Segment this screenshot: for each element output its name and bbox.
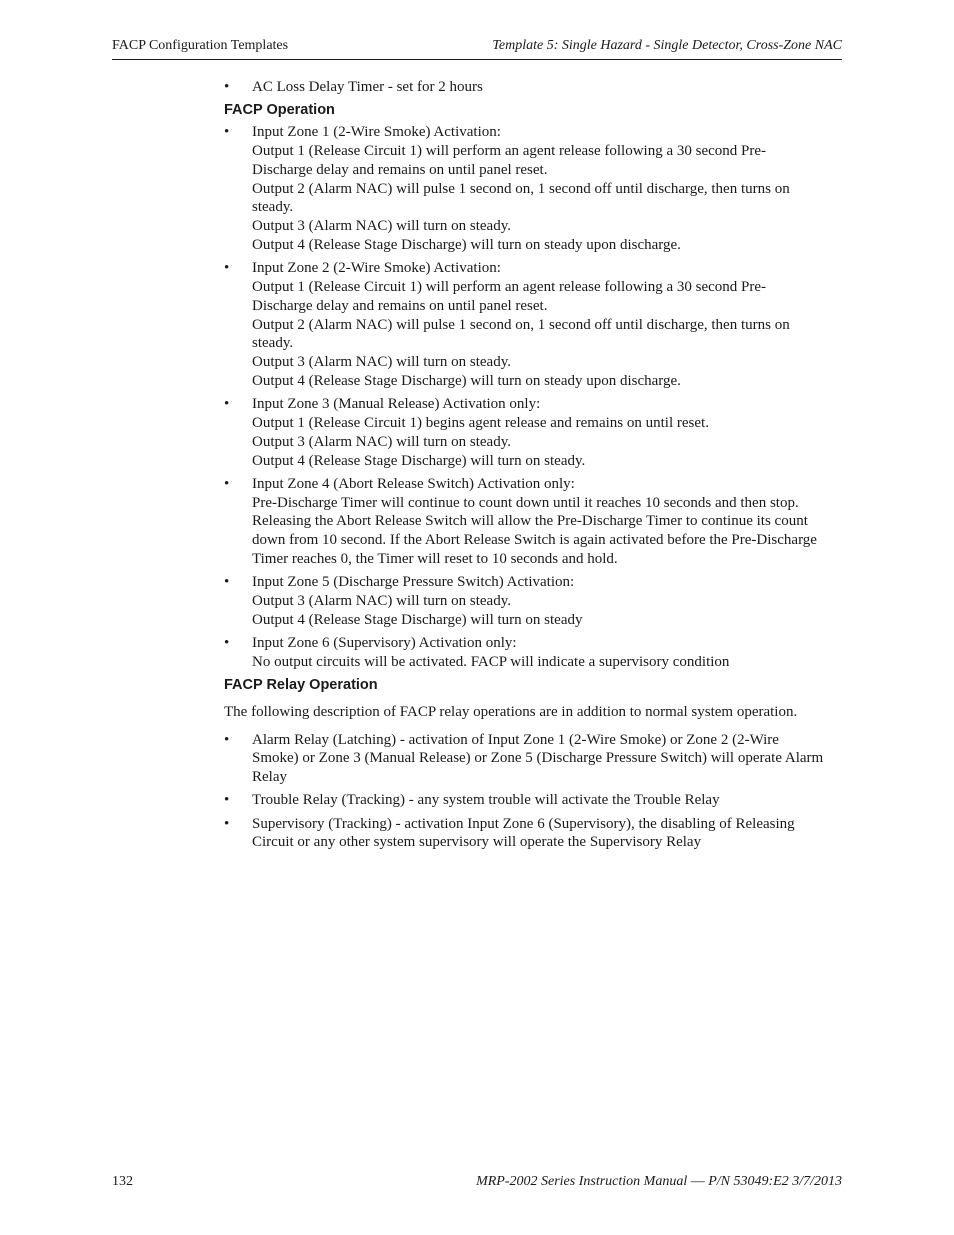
list-item-line: Output 2 (Alarm NAC) will pulse 1 second on, 1 second off until discharge, then turns on: [252, 180, 790, 197]
list-item-line: Output 4 (Release Stage Discharge) will turn on steady upon discharge.: [252, 372, 681, 389]
list-item-line: Discharge delay and remains on until panel reset.: [252, 161, 548, 178]
bullet-icon: •: [224, 792, 230, 809]
list-item-line: Supervisory (Tracking) - activation Input Zone 6 (Supervisory), the disabling of Releasing: [252, 815, 795, 832]
footer-manual-info: [476, 1174, 842, 1190]
list-item: [224, 573, 844, 629]
bullet-icon: •: [224, 79, 230, 95]
bullet-icon: •: [224, 475, 230, 492]
list-item-line: down from 10 second. If the Abort Release Switch is again activated before the Pre-Discharge: [252, 532, 817, 549]
list-item-line: Output 4 (Release Stage Discharge) will turn on steady upon discharge.: [252, 236, 681, 253]
list-item-line: Pre-Discharge Timer will continue to count down until it reaches 10 seconds and then stop.: [252, 494, 799, 511]
list-item-line: AC Loss Delay Timer - set for 2 hours: [252, 79, 483, 95]
bullet-icon: •: [224, 574, 230, 591]
list-item-line: Output 2 (Alarm NAC) will pulse 1 second on, 1 second off until discharge, then turns on: [252, 316, 790, 333]
list-item: [224, 731, 844, 787]
list-item: [224, 259, 844, 391]
list-item: [224, 123, 844, 255]
list-item-line: Smoke) or Zone 3 (Manual Release) or Zone 5 (Discharge Pressure Switch) will operate Alarm: [252, 750, 824, 767]
bullet-icon: •: [224, 634, 230, 651]
page-number: 132: [112, 1174, 133, 1189]
manual-title: MRP-2002 Series Instruction Manual: [476, 1174, 688, 1189]
part-number: P/N 53049:E2 3/7/2013: [708, 1174, 842, 1189]
list-item-line: Input Zone 3 (Manual Release) Activation only:: [252, 396, 541, 413]
bullet-icon: •: [224, 396, 230, 413]
list-item: [224, 475, 844, 569]
header-template-title: Template 5: Single Hazard - Single Detector, Cross-Zone NAC: [492, 38, 842, 53]
list-item-line: Input Zone 2 (2-Wire Smoke) Activation:: [252, 260, 501, 277]
list-item-line: Output 1 (Release Circuit 1) will perform an agent release following a 30 second Pre-: [252, 278, 767, 295]
list-item-line: Timer reaches 0, the Timer will reset to 10 seconds and hold.: [252, 550, 618, 567]
list-item-line: Output 1 (Release Circuit 1) begins agent release and remains on until reset.: [252, 414, 709, 431]
list-item: [224, 395, 844, 470]
list-item-line: steady.: [252, 335, 294, 352]
list-item-line: Alarm Relay (Latching) - activation of Input Zone 1 (2-Wire Smoke) or Zone 2 (2-Wire: [252, 731, 779, 748]
list-item-line: Input Zone 1 (2-Wire Smoke) Activation:: [252, 124, 501, 141]
facp-operation-heading: FACP Operation: [224, 102, 335, 119]
bullet-icon: •: [224, 260, 230, 277]
list-item-line: Output 3 (Alarm NAC) will turn on steady.: [252, 433, 511, 450]
list-item-line: Discharge delay and remains on until panel reset.: [252, 297, 548, 314]
relay-operation-list: [224, 731, 844, 853]
list-item-line: Relay: [252, 769, 287, 786]
footer-dash: —: [687, 1174, 709, 1189]
page-header: [112, 37, 842, 60]
list-item-line: Output 4 (Release Stage Discharge) will turn on steady.: [252, 452, 586, 469]
list-item-line: Input Zone 4 (Abort Release Switch) Activation only:: [252, 475, 575, 492]
list-item-line: Trouble Relay (Tracking) - any system trouble will activate the Trouble Relay: [252, 792, 720, 809]
list-item: [224, 815, 844, 853]
bullet-icon: •: [224, 731, 230, 748]
list-item-line: Input Zone 5 (Discharge Pressure Switch) Activation:: [252, 574, 575, 591]
list-item-line: Output 1 (Release Circuit 1) will perform an agent release following a 30 second Pre-: [252, 142, 767, 159]
facp-relay-operation-heading: FACP Relay Operation: [224, 676, 378, 693]
list-item-line: No output circuits will be activated. FACP will indicate a supervisory condition: [252, 653, 730, 670]
bullet-icon: •: [224, 815, 230, 832]
header-section-title: FACP Configuration Templates: [112, 38, 289, 53]
list-item: [224, 634, 844, 672]
list-item-line: steady.: [252, 199, 294, 216]
page-content: [224, 78, 844, 857]
list-item-line: Output 3 (Alarm NAC) will turn on steady.: [252, 592, 511, 609]
list-item-line: Output 3 (Alarm NAC) will turn on steady.: [252, 354, 511, 371]
facp-operation-list: [224, 123, 844, 671]
bullet-icon: •: [224, 124, 230, 141]
list-item: [224, 791, 844, 810]
list-item-line: Circuit or any other system supervisory will operate the Supervisory Relay: [252, 834, 702, 851]
list-item-line: Output 3 (Alarm NAC) will turn on steady.: [252, 218, 511, 235]
list-item-line: Releasing the Abort Release Switch will allow the Pre-Discharge Timer to continue its count: [252, 513, 808, 530]
list-item-line: Input Zone 6 (Supervisory) Activation only:: [252, 634, 517, 651]
intro-list: [224, 78, 844, 97]
list-item: [224, 78, 844, 97]
relay-intro-paragraph: The following description of FACP relay operations are in addition to normal system operation.: [224, 703, 798, 720]
list-item-line: Output 4 (Release Stage Discharge) will turn on steady: [252, 611, 583, 628]
